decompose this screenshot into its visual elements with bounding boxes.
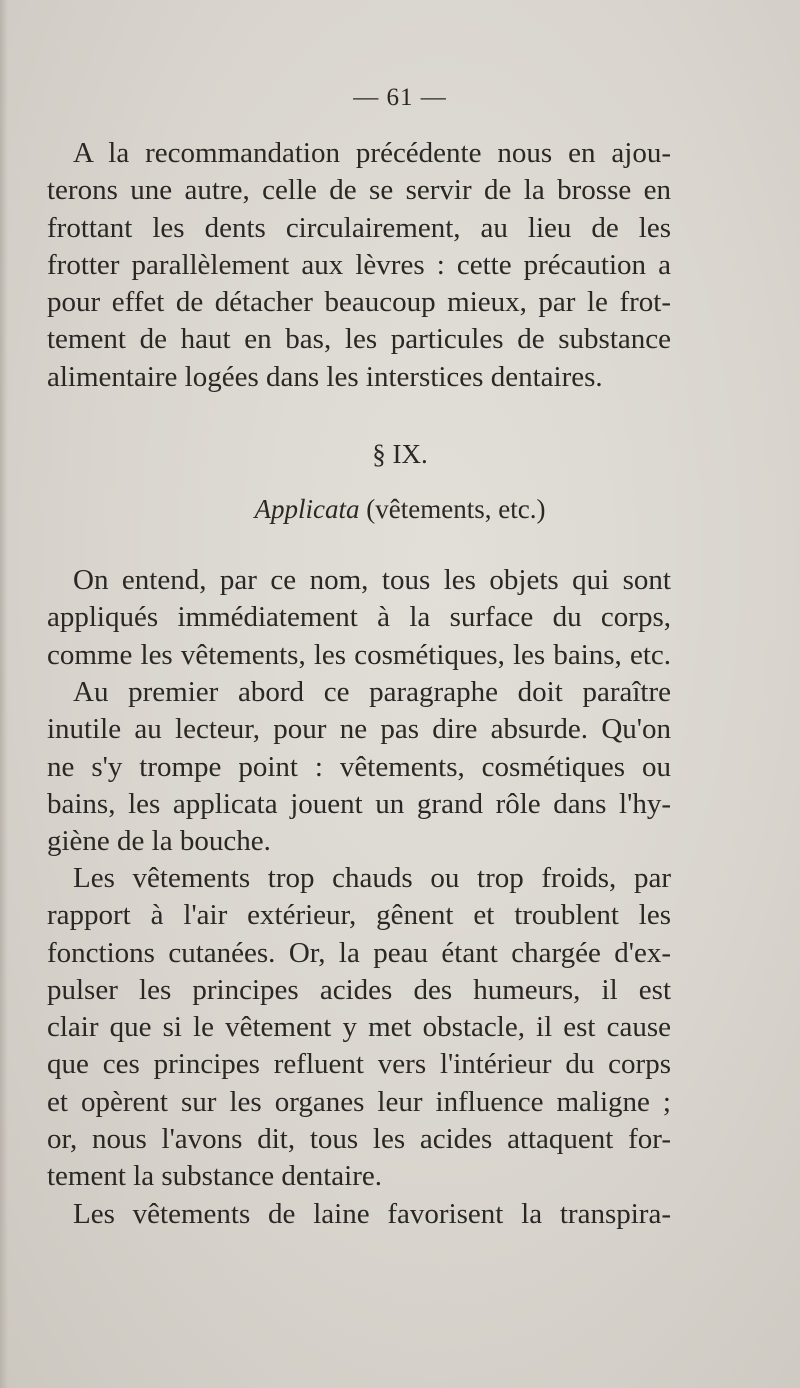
- text-line: Les vêtements de laine favorisent la transpira-: [73, 1198, 671, 1230]
- paragraph-clothing: [47, 860, 671, 1196]
- text-line: pulser les principes acides des humeurs, il est: [47, 973, 671, 1006]
- text-line: or, nous l'avons dit, tous les acides attaquent for-: [47, 1123, 671, 1156]
- text-line: clair que si le vêtement y met obstacle, il est cause: [47, 1011, 671, 1044]
- text-line: comme les vêtements, les cosmétiques, les bains, etc.: [47, 638, 671, 671]
- paragraph-wool: [47, 1196, 671, 1233]
- section-number: § IX.: [372, 439, 428, 469]
- page-number: — 61 —: [353, 84, 447, 111]
- text-line: tement de haut en bas, les particules de substance: [47, 323, 671, 356]
- text-line: Les vêtements trop chauds ou trop froids, par: [73, 862, 671, 894]
- text-line: A la recommandation précédente nous en ajou-: [73, 137, 671, 169]
- text-line: bains, les applicata jouent un grand rôle dans l'hy-: [47, 787, 671, 820]
- text-line: ne s'y trompe point : vêtements, cosmétiques ou: [47, 750, 671, 783]
- binding-shadow: [0, 0, 8, 1388]
- text-line: On entend, par ce nom, tous les objets qui sont: [73, 564, 671, 596]
- text-line: fonctions cutanées. Or, la peau étant chargée d'ex-: [47, 936, 671, 969]
- text-line: Au premier abord ce paragraphe doit paraître: [73, 676, 671, 708]
- text-line: pour effet de détacher beaucoup mieux, par le frot-: [47, 286, 671, 319]
- paragraph-brushing: [47, 135, 671, 396]
- text-line: appliqués immédiatement à la surface du corps,: [47, 601, 671, 634]
- text-line: que ces principes refluent vers l'intérieur du corps: [47, 1048, 671, 1081]
- text-line: alimentaire logées dans les interstices dentaires.: [47, 360, 603, 393]
- paragraph-definition: [47, 562, 671, 674]
- text-line: terons une autre, celle de se servir de la brosse en: [47, 174, 671, 207]
- text-line: et opèrent sur les organes leur influence maligne ;: [47, 1085, 671, 1118]
- text-line: inutile au lecteur, pour ne pas dire absurde. Qu'on: [47, 713, 671, 746]
- text-line: frotter parallèlement aux lèvres : cette précaution a: [47, 248, 671, 281]
- text-line: giène de la bouche.: [47, 825, 271, 858]
- text-line: frottant les dents circulairement, au lieu de les: [47, 211, 671, 244]
- text-line: tement la substance dentaire.: [47, 1160, 382, 1193]
- text-line: rapport à l'air extérieur, gênent et troublent les: [47, 899, 671, 932]
- section-title-italic: Applicata: [254, 494, 360, 524]
- paragraph-importance: [47, 674, 671, 860]
- section-title-rest: (vêtements, etc.): [359, 494, 546, 524]
- section-title: [0, 494, 800, 525]
